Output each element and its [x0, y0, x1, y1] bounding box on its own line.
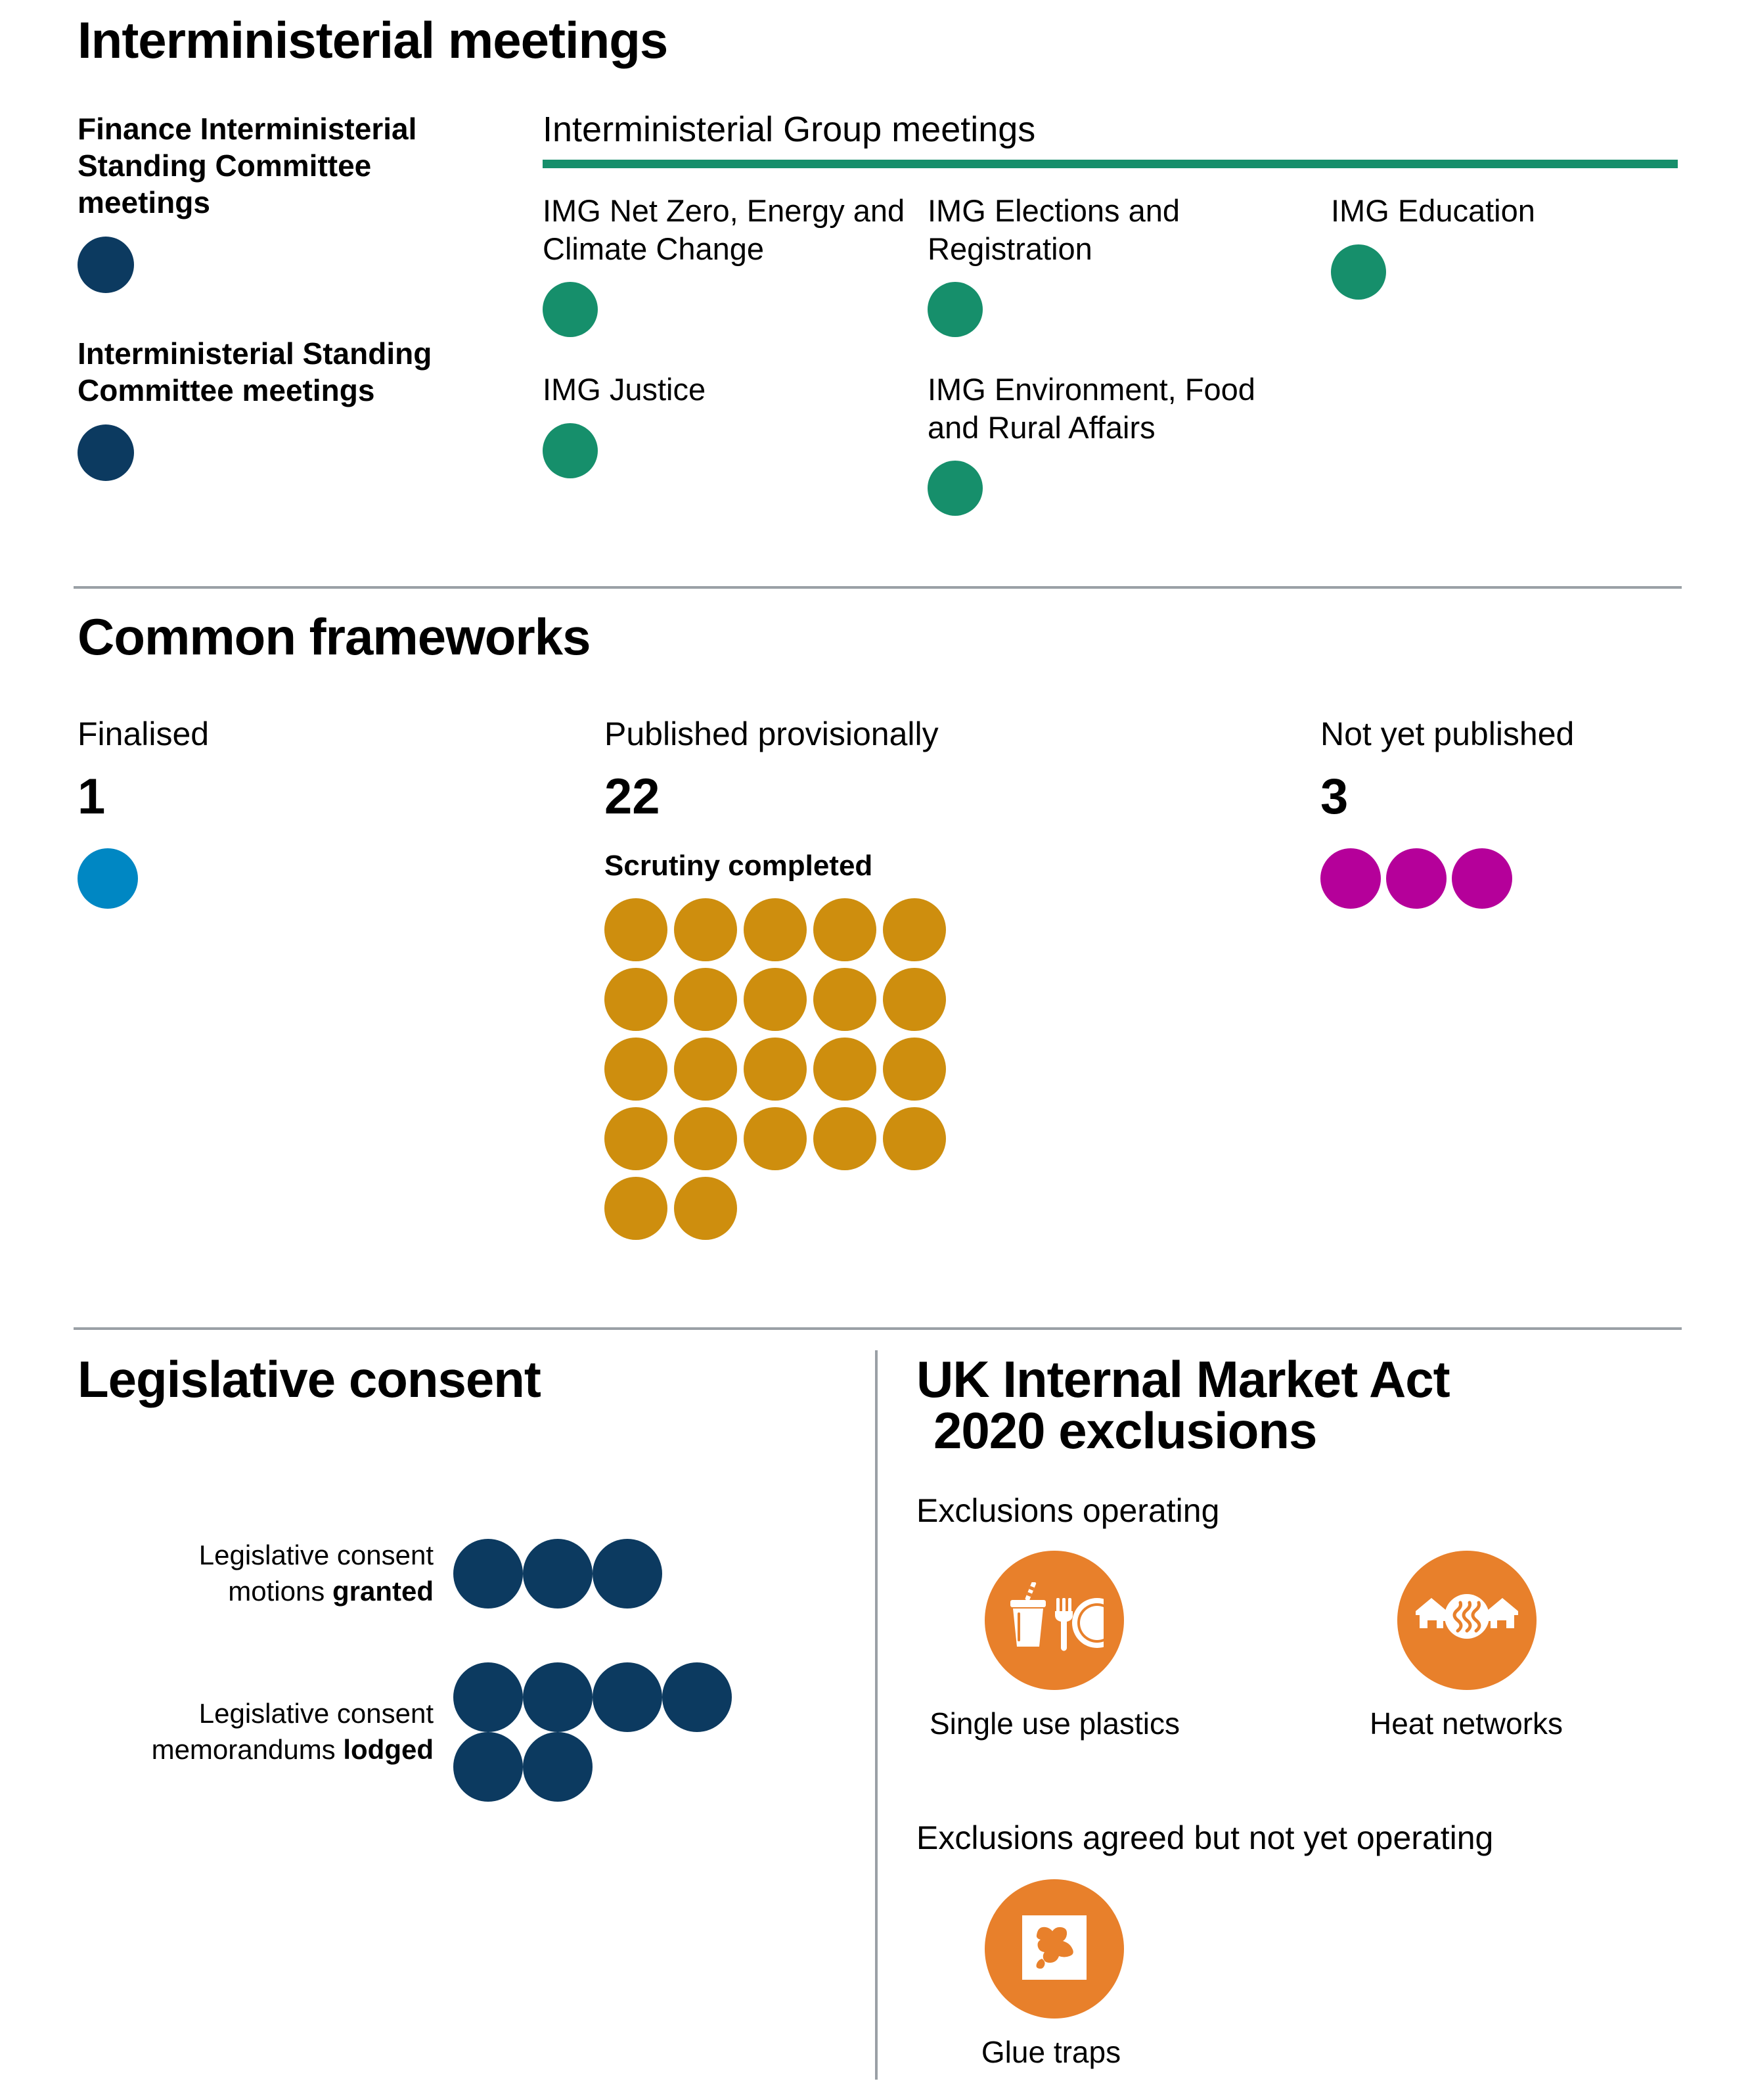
- lc-line1: Legislative consent: [198, 1698, 434, 1729]
- consent-dot: [523, 1732, 593, 1802]
- framework-dot: [744, 1107, 807, 1170]
- legislative-consent-section: [0, 1350, 874, 2100]
- interministerial-standing-committee-block: [78, 335, 478, 481]
- scrutiny-dot-grid: [604, 898, 959, 1240]
- exclusion-icon-badge: [985, 1879, 1124, 2019]
- lc-memorandums-lodged-row: [151, 1662, 749, 1802]
- img-group-label: IMG Education: [1331, 193, 1535, 229]
- exclusion-single-use-plastics: [930, 1551, 1180, 1741]
- framework-dot: [1320, 848, 1381, 909]
- meeting-dot: [543, 423, 598, 478]
- consent-dot: [593, 1662, 662, 1732]
- framework-dot: [813, 898, 876, 961]
- section-divider: [74, 586, 1682, 589]
- section-title-frameworks: Common frameworks: [78, 608, 591, 666]
- framework-dot: [813, 968, 876, 1031]
- lc-line2-plain: memorandums: [151, 1734, 344, 1765]
- frameworks-not-published-count: 3: [1320, 769, 1349, 825]
- exclusions-agreed-label: Exclusions agreed but not yet operating: [916, 1819, 1494, 1856]
- img-group-environment: [928, 371, 1295, 516]
- lc-granted-dots: [453, 1539, 749, 1609]
- img-group-label: IMG Justice: [543, 372, 706, 407]
- lc-line2-bold: granted: [332, 1575, 434, 1607]
- framework-dot: [744, 898, 807, 961]
- consent-dot: [453, 1732, 523, 1802]
- framework-dot: [604, 1038, 667, 1101]
- meeting-dot: [1331, 244, 1386, 300]
- exclusion-icon-badge: [985, 1551, 1124, 1690]
- meeting-dot: [928, 461, 983, 516]
- exclusions-operating-label: Exclusions operating: [916, 1492, 1220, 1529]
- img-meetings-panel: [543, 110, 1679, 481]
- img-group-net-zero: [543, 192, 910, 337]
- exclusion-caption: Glue traps: [981, 2035, 1121, 2069]
- frameworks-finalised-count: 1: [78, 769, 106, 825]
- framework-dot: [604, 968, 667, 1031]
- not-published-dot-row: [1320, 848, 1715, 909]
- framework-dot: [813, 1038, 876, 1101]
- img-group-elections: [928, 192, 1295, 337]
- lc-line2-plain: motions: [228, 1575, 332, 1607]
- framework-dot: [883, 1038, 946, 1101]
- framework-dot: [604, 1177, 667, 1240]
- framework-dot: [1386, 848, 1447, 909]
- glue-trap-splat-icon: [1022, 1915, 1087, 1983]
- framework-dot: [674, 898, 737, 961]
- framework-dot: [744, 1038, 807, 1101]
- consent-dot: [593, 1539, 662, 1609]
- exclusions-agreed-items: [976, 1879, 1133, 2069]
- exclusion-heat-networks: [1370, 1551, 1563, 1741]
- lc-motions-granted-row: [151, 1538, 749, 1609]
- img-group-education: [1331, 192, 1699, 299]
- frameworks-not-published-block: [1320, 716, 1715, 909]
- green-divider-rule: [543, 160, 1678, 168]
- framework-dot: [604, 898, 667, 961]
- frameworks-finalised-block: [78, 716, 472, 909]
- exclusions-operating-items: [930, 1551, 1563, 1741]
- img-group-label: IMG Net Zero, Energy and Climate Change: [543, 193, 905, 266]
- meeting-dot: [543, 282, 598, 337]
- meeting-dot: [928, 282, 983, 337]
- framework-dot: [883, 898, 946, 961]
- frameworks-not-published-label: Not yet published: [1320, 716, 1575, 752]
- lc-lodged-dots: [453, 1662, 749, 1802]
- meeting-dot: [78, 424, 134, 481]
- section-title-legislative-consent: Legislative consent: [78, 1350, 541, 1408]
- meeting-dot: [78, 237, 134, 293]
- img-panel-title: Interministerial Group meetings: [543, 110, 1036, 149]
- consent-dot: [662, 1662, 732, 1732]
- section-title-ukima: [916, 1350, 1450, 1459]
- consent-dot: [523, 1662, 593, 1732]
- framework-dot: [674, 1107, 737, 1170]
- img-group-label: IMG Environment, Food and Rural Affairs: [928, 372, 1255, 445]
- ukima-title-line1: UK Internal Market Act: [916, 1350, 1450, 1408]
- framework-dot: [674, 1177, 737, 1240]
- img-group-justice: [543, 371, 910, 478]
- finance-standing-committee-block: [78, 110, 478, 293]
- img-groups-grid: [543, 192, 1679, 481]
- exclusion-caption: Heat networks: [1370, 1706, 1563, 1741]
- finance-standing-committee-label: Finance Interministerial Standing Committee meetings: [78, 112, 417, 220]
- section-title-meetings: Interministerial meetings: [78, 11, 668, 69]
- lc-motions-granted-label: [151, 1538, 453, 1609]
- exclusion-caption: Single use plastics: [930, 1706, 1180, 1741]
- ukima-exclusions-section: [916, 1350, 1751, 2100]
- section-divider: [74, 1327, 1682, 1330]
- img-group-label: IMG Elections and Registration: [928, 193, 1180, 266]
- lc-line2-bold: lodged: [343, 1734, 434, 1765]
- common-frameworks-section: [0, 608, 1752, 1321]
- consent-dot: [453, 1662, 523, 1732]
- framework-dot: [674, 968, 737, 1031]
- framework-dot: [883, 1107, 946, 1170]
- interministerial-meetings-section: [0, 0, 1752, 578]
- framework-dot: [674, 1038, 737, 1101]
- cup-fork-plate-knife-icon: [1005, 1582, 1104, 1659]
- lc-line1: Legislative consent: [198, 1540, 434, 1570]
- consent-dot: [523, 1539, 593, 1609]
- interministerial-standing-committee-label: Interministerial Standing Committee meetings: [78, 336, 432, 408]
- framework-dot: [813, 1107, 876, 1170]
- framework-dot: [604, 1107, 667, 1170]
- frameworks-finalised-label: Finalised: [78, 716, 210, 752]
- vertical-divider: [875, 1350, 878, 2080]
- framework-dot: [78, 848, 138, 909]
- houses-heat-waves-icon: [1414, 1586, 1519, 1655]
- framework-dot: [883, 968, 946, 1031]
- consent-dot: [453, 1539, 523, 1609]
- framework-dot: [1452, 848, 1512, 909]
- exclusion-icon-badge: [1397, 1551, 1537, 1690]
- lc-memorandums-lodged-label: [151, 1696, 453, 1768]
- scrutiny-completed-label: Scrutiny completed: [604, 850, 873, 882]
- framework-dot: [744, 968, 807, 1031]
- exclusion-glue-traps: [976, 1879, 1133, 2069]
- frameworks-published-block: [604, 716, 1261, 1240]
- frameworks-published-label: Published provisionally: [604, 716, 939, 752]
- frameworks-published-count: 22: [604, 769, 660, 825]
- ukima-title-line2: 2020 exclusions: [933, 1402, 1317, 1459]
